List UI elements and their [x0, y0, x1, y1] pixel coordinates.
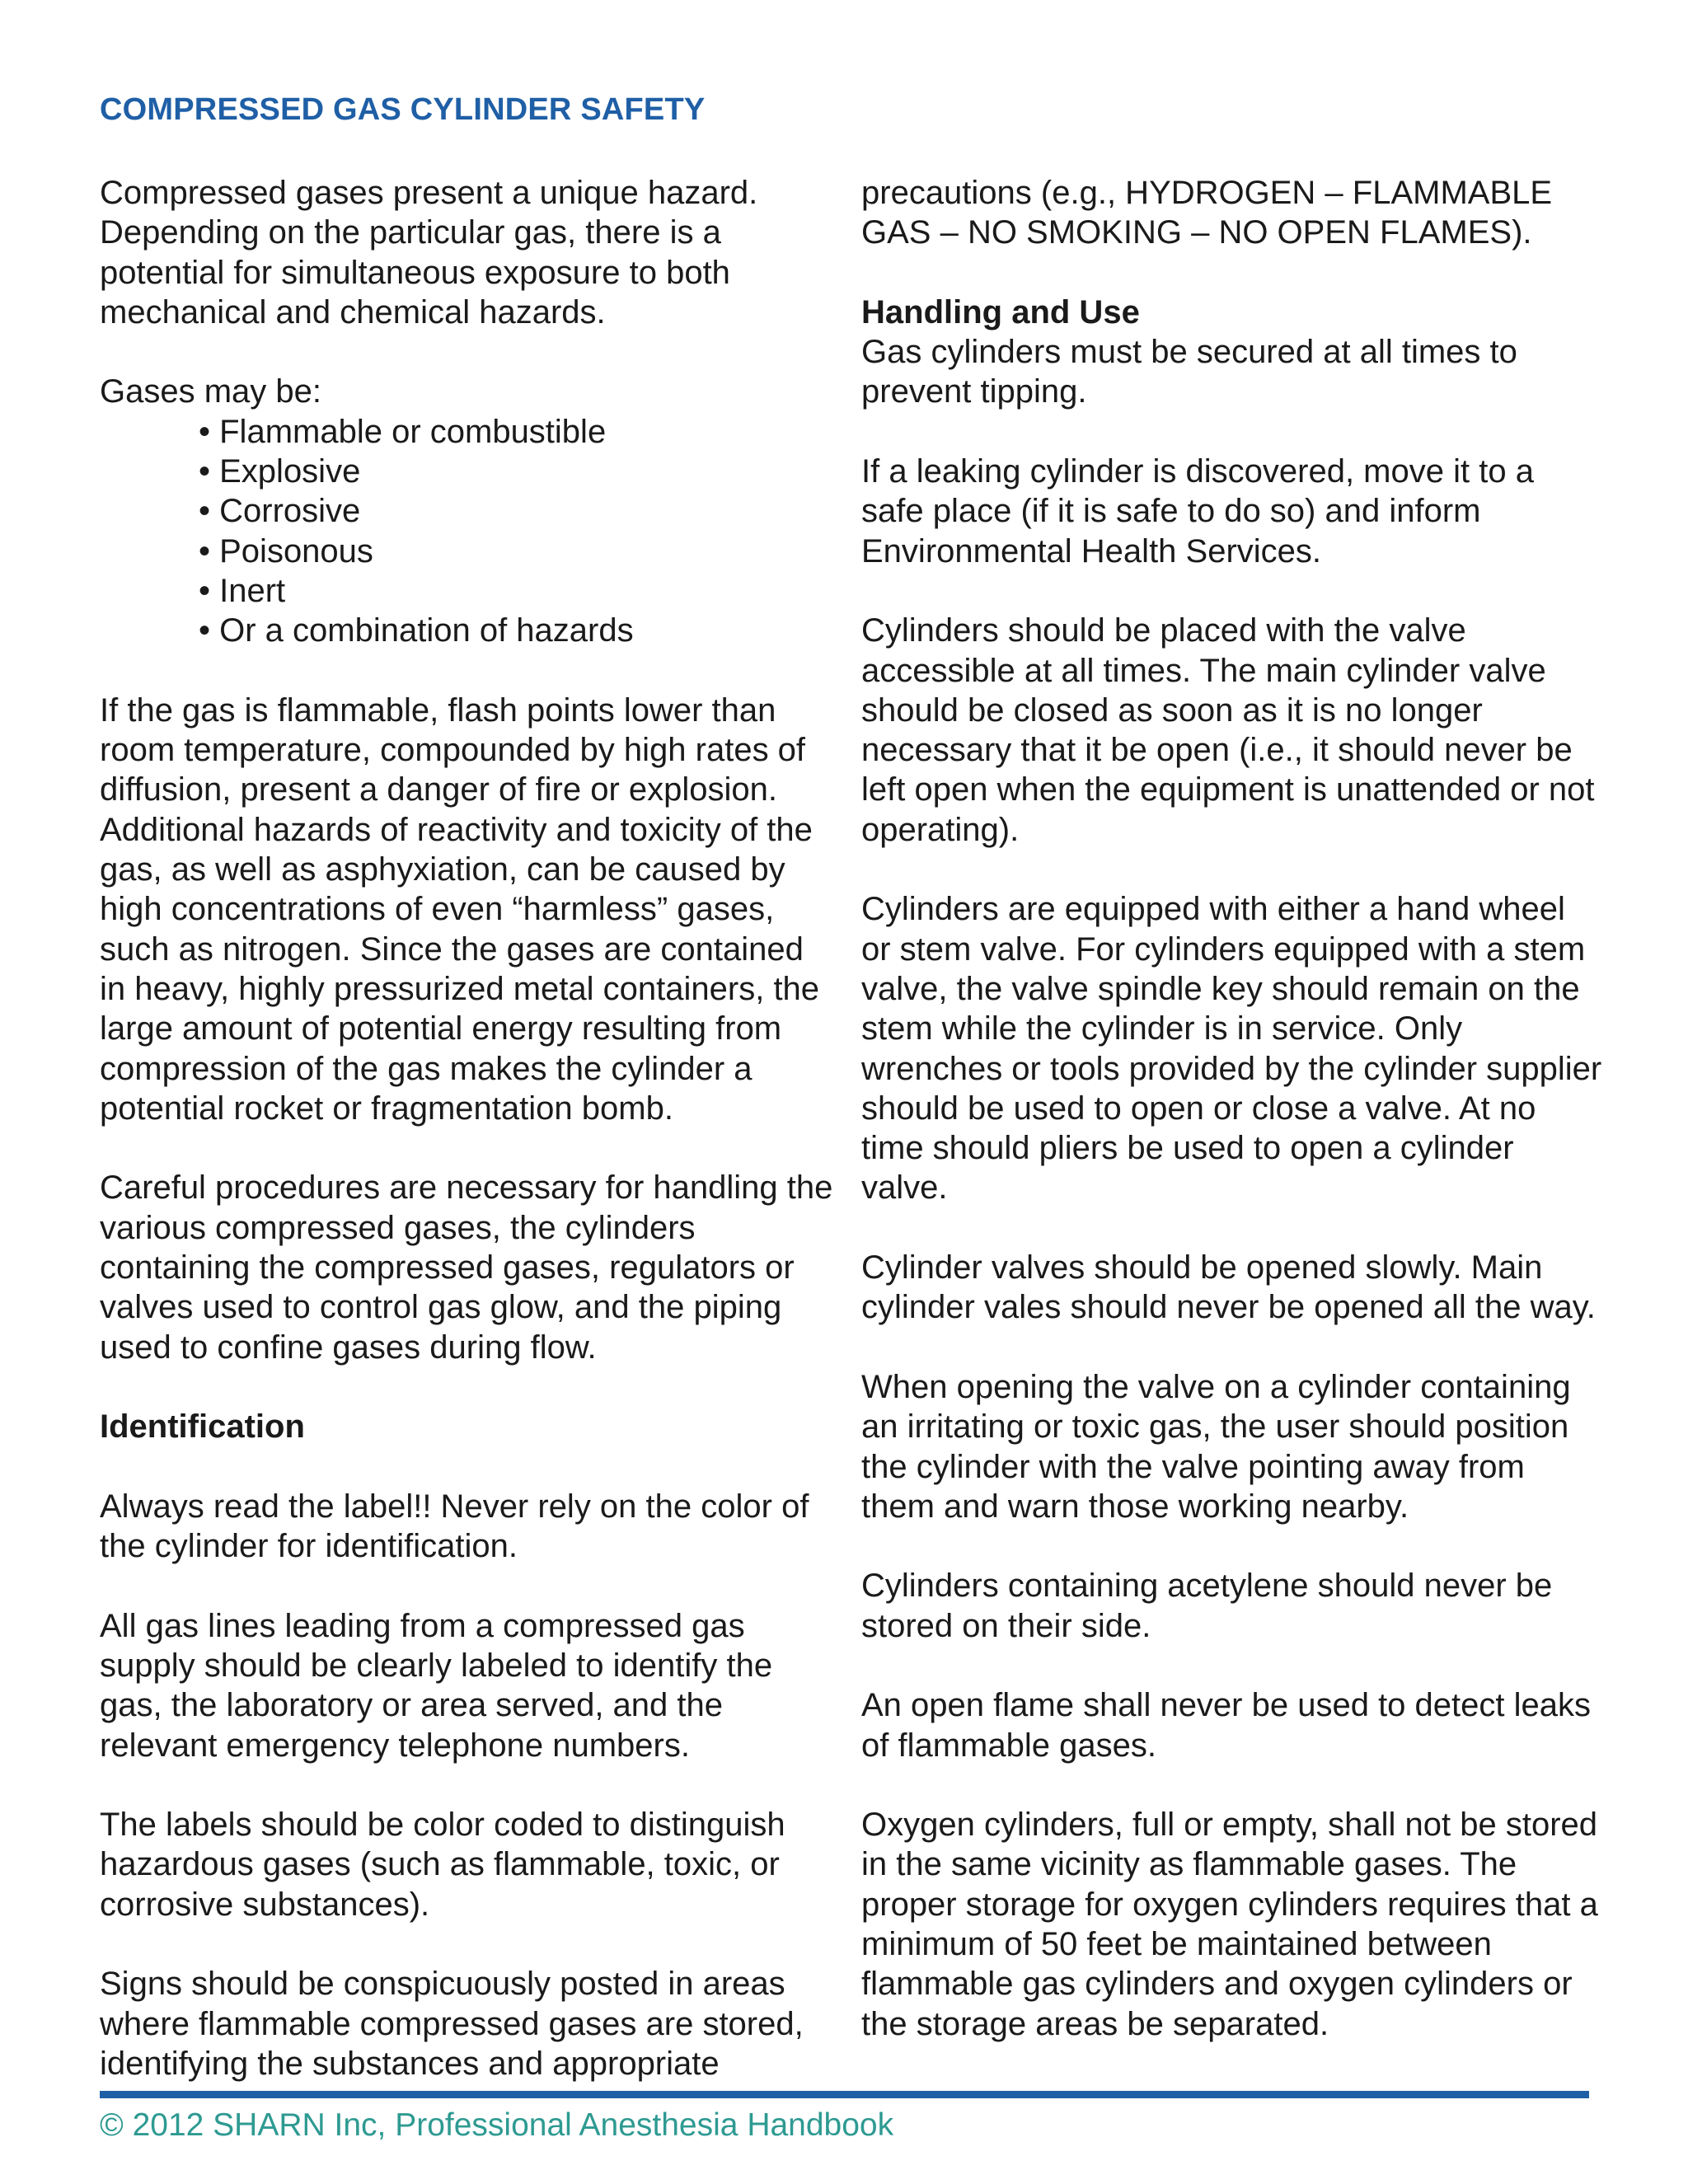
page-title: COMPRESSED GAS CYLINDER SAFETY — [100, 92, 706, 127]
open-slowly-paragraph: Cylinder valves should be opened slowly. Main cylinder vales should never be opened all the way. — [861, 1249, 1596, 1326]
signs-paragraph: Signs should be conspicuously posted in areas where flammable compressed gases are stored, identifying the substances and appropriate — [100, 1966, 804, 2082]
gas-lines-paragraph: All gas lines leading from a compressed gas supply should be clearly labeled to identify the gas, the laboratory or area served, and the relevant emergency telephone numbers. — [100, 1607, 773, 1764]
handling-heading: Handling and Use — [861, 293, 1140, 330]
identification-heading: Identification — [100, 1408, 305, 1446]
list-item: • Explosive — [199, 452, 837, 491]
signs-continued-paragraph: precautions (e.g., HYDROGEN – FLAMMABLE GAS – NO SMOKING – NO OPEN FLAMES). — [861, 175, 1553, 251]
open-flame-paragraph: An open flame shall never be used to detect leaks of flammable gases. — [861, 1687, 1591, 1764]
list-item: • Inert — [199, 571, 837, 611]
leaking-cylinder-paragraph: If a leaking cylinder is discovered, move it to a safe place (if it is safe to do so) and inform Environmental Health Services. — [861, 453, 1534, 569]
careful-procedures-paragraph: Careful procedures are necessary for handling the various compressed gases, the cylinders containing the compressed gases, regulators or valves used to control gas glow, and the piping used to confine gases during flow. — [100, 1169, 833, 1366]
flammable-paragraph: If the gas is flammable, flash points lower than room temperature, compounded by high rates of diffusion, present a danger of fire or explosion. Additional hazards of reactivity and toxicity of the gas, as well as asphyxiation, can be caused by high concentrations of even “harmless” gases, such as nitrogen. Since the gases are contained in heavy, highly pressurized metal containers, the large amount of potential energy resulting from compression of the gas makes the cylinder a potential rocket or fragmentation bomb. — [100, 691, 820, 1127]
oxygen-storage-paragraph: Oxygen cylinders, full or empty, shall not be stored in the same vicinity as flammable gases. The proper storage for oxygen cylinders requires that a minimum of 50 feet be maintained between flammable gas cylinders and oxygen cylinders or the storage areas be separated. — [861, 1807, 1598, 2042]
right-column — [861, 173, 1603, 2083]
valve-access-paragraph: Cylinders should be placed with the valve accessible at all times. The main cylinder valve should be closed as soon as it is no longer necessary that it be open (i.e., it should never be left open when the equipment is unattended or not operating). — [861, 612, 1595, 848]
intro-paragraph: Compressed gases present a unique hazard. Depending on the particular gas, there is a potential for simultaneous exposure to both mechanical and chemical hazards. — [100, 175, 758, 330]
gases-intro: Gases may be: — [100, 373, 322, 410]
list-item: • Flammable or combustible — [199, 412, 837, 452]
list-item: • Corrosive — [199, 491, 837, 531]
list-item: • Poisonous — [199, 532, 837, 571]
list-item: • Or a combination of hazards — [199, 611, 837, 650]
gas-hazard-list — [100, 412, 837, 651]
secured-paragraph: Gas cylinders must be secured at all times to prevent tipping. — [861, 334, 1517, 410]
read-label-paragraph: Always read the label!! Never rely on the color of the cylinder for identification. — [100, 1488, 809, 1565]
irritating-gas-paragraph: When opening the valve on a cylinder containing an irritating or toxic gas, the user should position the cylinder with the valve pointing away from them and warn those working nearby. — [861, 1368, 1571, 1525]
footer-copyright: © 2012 SHARN Inc, Professional Anesthesia Handbook — [100, 2107, 894, 2143]
hand-wheel-paragraph: Cylinders are equipped with either a hand wheel or stem valve. For cylinders equipped with a stem valve, the valve spindle key should remain on the stem while the cylinder is in service. Only wrenches or tools provided by the cylinder supplier should be used to open or close a valve. At no time should pliers be used to open a cylinder valve. — [861, 891, 1602, 1207]
footer-divider — [100, 2091, 1589, 2098]
acetylene-paragraph: Cylinders containing acetylene should never be stored on their side. — [861, 1568, 1553, 1644]
color-coded-paragraph: The labels should be color coded to distinguish hazardous gases (such as flammable, toxic, or corrosive substances). — [100, 1807, 785, 1923]
left-column — [100, 173, 837, 2124]
